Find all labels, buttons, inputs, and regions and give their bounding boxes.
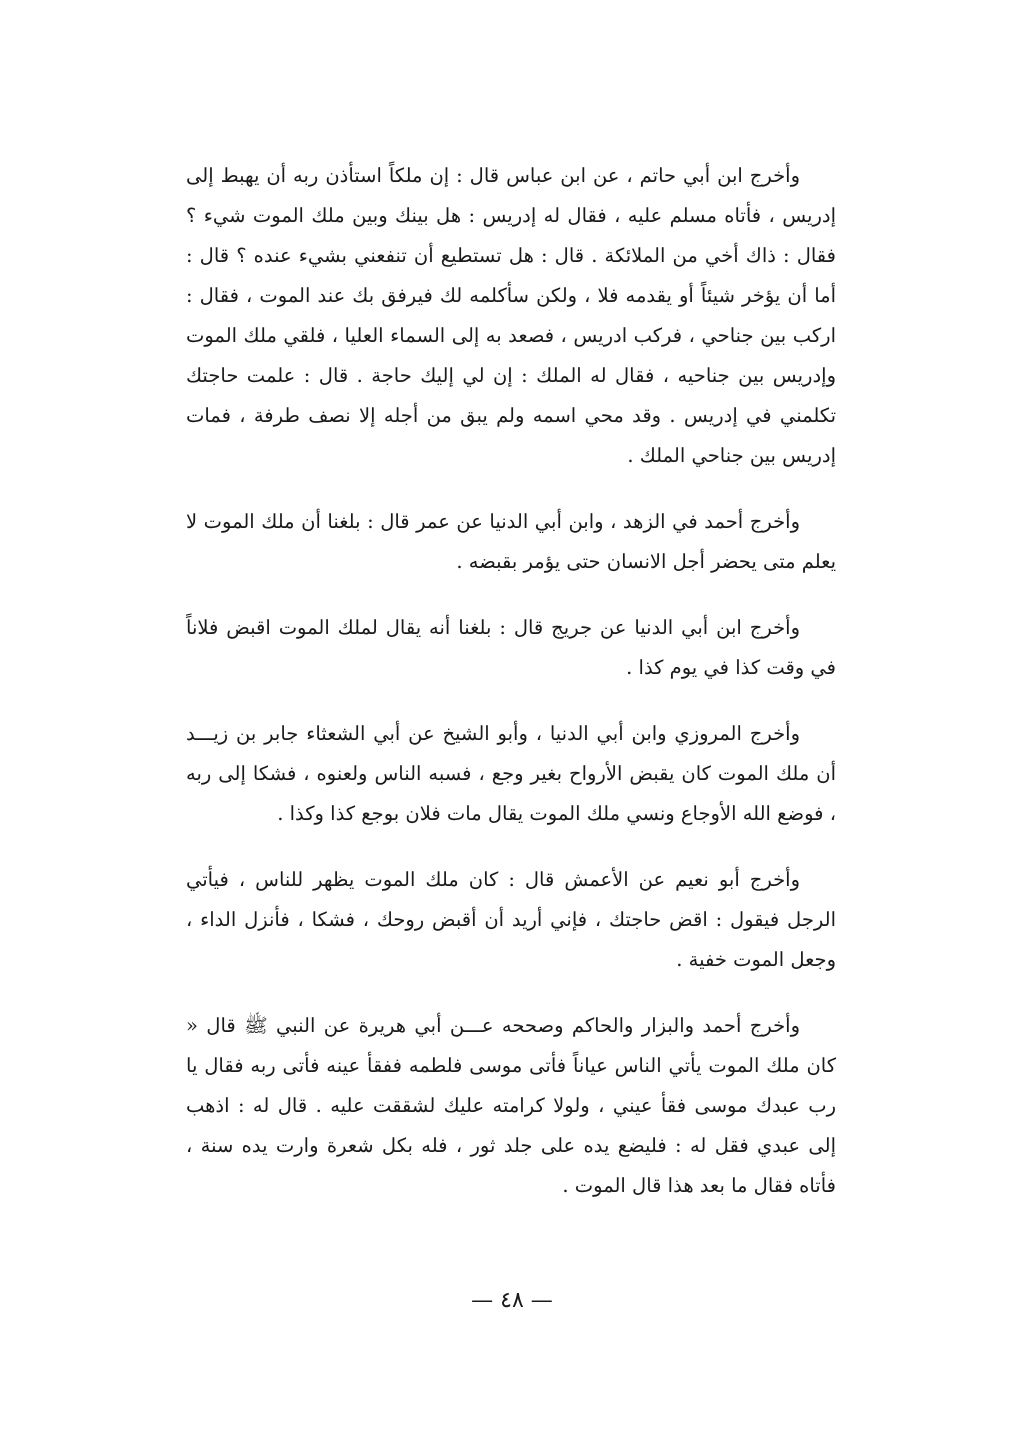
page-number: — ٤٨ — [471,1288,553,1313]
paragraph: وأخرج ابن أبي حاتم ، عن ابن عباس قال : إن ملكاً استأذن ربه أن يهبط إلى إدريس ، فأتاه مسلم عليه ، فقال له إدريس : هل بينك وبين ملك الموت شيء ؟ فقال : ذاك أخي من الملائكة . قال : هل تستطيع أن تنفعني بشيء عنده ؟ قال : أما أن يؤخر شيئاً أو يقدمه فلا ، ولكن سأكلمه لك فيرفق بك عند الموت ، فقال : اركب بين جناحي ، فركب ادريس ، فصعد به إلى السماء العليا ، فلقي ملك الموت وإدريس بين جناحيه ، فقال له الملك : إن لي إليك حاجة . قال : علمت حاجتك تكلمني في إدريس . وقد محي اسمه ولم يبق من أجله إلا نصف طرفة ، فمات إدريس بين جناحي الملك . [186,164,836,467]
paragraph: وأخرج المروزي وابن أبي الدنيا ، وأبو الشيخ عن أبي الشعثاء جابر بن زيـــد أن ملك الموت كان يقبض الأرواح بغير وجع ، فسبه الناس ولعنوه ، فشكا إلى ربه ، فوضع الله الأوجاع ونسي ملك الموت يقال مات فلان بوجع كذا وكذا . [186,722,836,825]
paragraph: وأخرج أحمد والبزار والحاكم وصححه عـــن أبي هريرة عن النبي ﷺ قال « كان ملك الموت يأتي الناس عياناً فأتى موسى فلطمه ففقأ عينه فأتى ربه فقال يا رب عبدك موسى فقأ عيني ، ولولا كرامته عليك لشققت عليه . قال له : اذهب إلى عبدي فقل له : فليضع يده على جلد ثور ، فله بكل شعرة وارت يده سنة ، فأتاه فقال ما بعد هذا قال الموت . [186,1014,836,1197]
paragraph: وأخرج أحمد في الزهد ، وابن أبي الدنيا عن عمر قال : بلغنا أن ملك الموت لا يعلم متى يحضر أجل الانسان حتى يؤمر بقبضه . [186,510,836,573]
paragraph: وأخرج ابن أبي الدنيا عن جريج قال : بلغنا أنه يقال لملك الموت اقبض فلاناً في وقت كذا في يوم كذا . [186,616,836,679]
paragraph: وأخرج أبو نعيم عن الأعمش قال : كان ملك الموت يظهر للناس ، فيأتي الرجل فيقول : اقض حاجتك ، فإني أريد أن أقبض روحك ، فشكا ، فأنزل الداء ، وجعل الموت خفية . [186,868,836,971]
page-body [186,156,836,1206]
